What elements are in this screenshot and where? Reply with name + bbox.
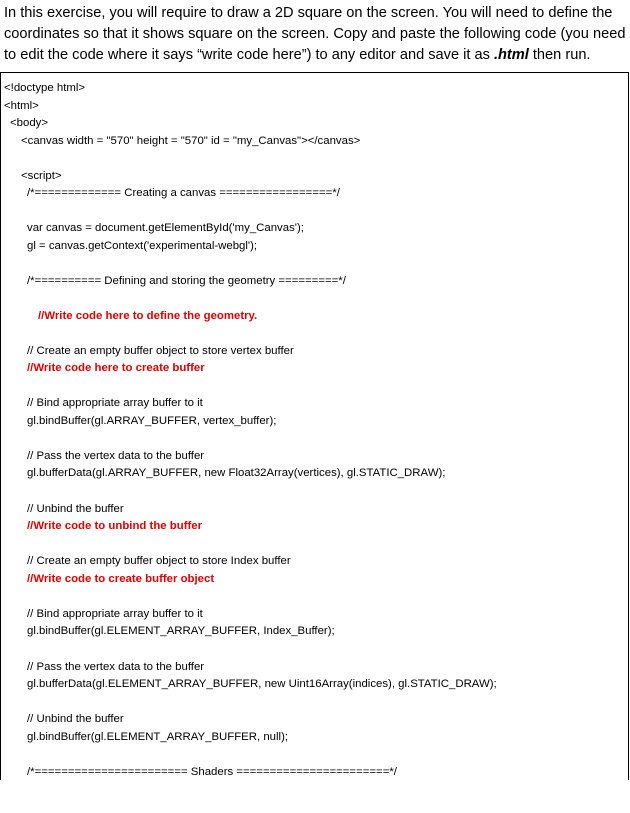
code-line: <canvas width = "570" height = "570" id = "my_Canvas"></canvas> <box>21 135 361 147</box>
code-comment: // Unbind the buffer <box>27 713 124 725</box>
code-line: gl.bindBuffer(gl.ELEMENT_ARRAY_BUFFER, null); <box>27 731 289 743</box>
code-comment: /*========== Defining and storing the geometry =========*/ <box>27 275 346 287</box>
code-comment: /*======================= Shaders =======================*/ <box>27 766 397 778</box>
instructions-line-3-end: then run. <box>528 47 591 63</box>
todo-create-buffer-object: //Write code to create buffer object <box>27 573 215 585</box>
code-comment: // Bind appropriate array buffer to it <box>27 397 203 409</box>
code-comment: // Pass the vertex data to the buffer <box>27 661 205 673</box>
instructions-line-3-text: to edit the code where it says “write code here”) to any editor and save it as <box>4 47 494 63</box>
code-line: gl.bufferData(gl.ARRAY_BUFFER, new Float32Array(vertices), gl.STATIC_DRAW); <box>27 467 446 479</box>
code-line: gl.bindBuffer(gl.ARRAY_BUFFER, vertex_buffer); <box>27 415 277 427</box>
code-line: <body> <box>10 117 49 129</box>
code-comment: // Bind appropriate array buffer to it <box>27 608 203 620</box>
code-line: gl.bindBuffer(gl.ELEMENT_ARRAY_BUFFER, Index_Buffer); <box>27 625 335 637</box>
code-line: <!doctype html> <box>4 82 86 94</box>
code-line: <html> <box>4 100 39 112</box>
code-comment: // Unbind the buffer <box>27 503 124 515</box>
instructions-line-1: In this exercise, you will require to draw a 2D square on the screen. You will need to define the <box>4 5 613 21</box>
code-comment: /*============= Creating a canvas =================*/ <box>27 187 340 199</box>
todo-unbind-buffer: //Write code to unbind the buffer <box>27 520 203 532</box>
code-comment: // Create an empty buffer object to store vertex buffer <box>27 345 294 357</box>
code-line: gl = canvas.getContext('experimental-webgl'); <box>27 240 258 252</box>
file-extension: .html <box>493 47 529 63</box>
instructions-paragraph <box>4 3 628 66</box>
todo-define-geometry: //Write code here to define the geometry. <box>38 310 258 322</box>
code-line: var canvas = document.getElementById('my_Canvas'); <box>27 222 304 234</box>
instructions-line-3 <box>4 45 628 66</box>
todo-create-buffer: //Write code here to create buffer <box>27 362 205 374</box>
code-box <box>0 72 629 780</box>
code-line: <script> <box>21 170 62 182</box>
instructions-line-2: coordinates so that it shows square on the screen. Copy and paste the following code (you need <box>4 26 626 42</box>
code-line: gl.bufferData(gl.ELEMENT_ARRAY_BUFFER, new Uint16Array(indices), gl.STATIC_DRAW); <box>27 678 497 690</box>
code-comment: // Pass the vertex data to the buffer <box>27 450 205 462</box>
code-comment: // Create an empty buffer object to store Index buffer <box>27 555 291 567</box>
